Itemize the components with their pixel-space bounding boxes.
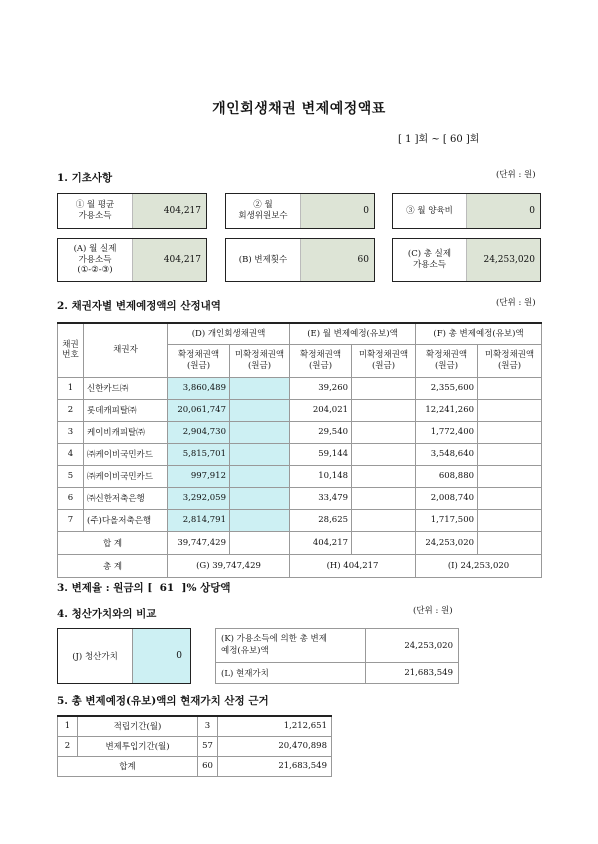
row-e-confirmed: 39,260 [290,377,352,399]
actual-income-box [57,238,207,282]
trustee-fee-label: ② 월 회생위원보수 [238,200,288,221]
col-header-d: (D) 개인회생채권액 [168,323,290,344]
sum-f1: 24,253,020 [416,531,478,554]
child-support-label: ③ 월 양육비 [406,205,453,216]
row-d-unconfirmed [230,377,290,399]
row-e-unconfirmed [352,509,416,531]
table-row [58,377,542,399]
child-support-value: 0 [466,194,540,228]
l-label: (L) 현재가치 [216,663,366,684]
row-f-confirmed: 3,548,640 [416,443,478,465]
avg-income-box [57,193,207,229]
payment-count-value: 60 [300,239,374,281]
sum-label: 합 계 [58,531,168,554]
row-no: 7 [58,509,84,531]
row-e-confirmed: 10,148 [290,465,352,487]
section1-heading: 1. 기초사항 [57,172,113,184]
basis-no: 2 [58,736,78,756]
total-i: (I) 24,253,020 [416,554,542,577]
sum-f2 [478,531,542,554]
col-header-f: (F) 총 변제예정(유보)액 [416,323,542,344]
section2-heading: 2. 채권자별 변제예정액의 산정내역 [57,300,221,312]
total-g: (G) 39,747,429 [168,554,290,577]
row-f-unconfirmed [478,509,542,531]
row-f-unconfirmed [478,377,542,399]
period-text: [ 1 ]회 ~ [ 60 ]회 [398,134,480,145]
row-creditor: 케이비캐피탈㈜ [84,421,168,443]
creditor-table [57,322,542,578]
row-creditor: (주)다올저축은행 [84,509,168,531]
basis-months: 3 [198,716,218,736]
row-f-confirmed: 2,355,600 [416,377,478,399]
table-row [58,487,542,509]
payment-count-box [225,238,375,282]
row-e-unconfirmed [352,487,416,509]
page-title: 개인회생채권 변제예정액표 [212,101,386,117]
row-f-unconfirmed [478,487,542,509]
row-e-unconfirmed [352,421,416,443]
child-support-box [392,193,541,229]
k-value: 24,253,020 [366,629,459,663]
sum-e1: 404,217 [290,531,352,554]
trustee-fee-value: 0 [300,194,374,228]
col-header-e-confirmed: 확정채권액 (원금) [290,344,352,377]
row-no: 2 [58,399,84,421]
row-creditor: 롯데캐피탈㈜ [84,399,168,421]
present-value-table [57,715,332,777]
row-d-confirmed: 997,912 [168,465,230,487]
row-d-confirmed: 2,904,730 [168,421,230,443]
basis-sum-label: 합계 [58,756,198,776]
row-d-unconfirmed [230,399,290,421]
avg-income-label: ① 월 평균 가용소득 [75,200,115,221]
row-e-unconfirmed [352,443,416,465]
k-label: (K) 가용소득에 의한 총 변제 예정(유보)액 [216,629,366,663]
row-d-unconfirmed [230,421,290,443]
row-f-unconfirmed [478,443,542,465]
row-e-unconfirmed [352,399,416,421]
basis-label: 변제투입기간(월) [78,736,198,756]
total-income-box [392,238,541,282]
liquidation-value-box [57,628,191,684]
row-e-unconfirmed [352,465,416,487]
row-no: 3 [58,421,84,443]
avg-income-value: 404,217 [132,194,206,228]
total-label: 총 계 [58,554,168,577]
row-d-confirmed: 2,814,791 [168,509,230,531]
basis-sum-value: 21,683,549 [218,756,332,776]
payment-period [398,130,479,145]
row-no: 4 [58,443,84,465]
table-row [58,509,542,531]
row-e-confirmed: 204,021 [290,399,352,421]
row-e-confirmed: 59,144 [290,443,352,465]
row-d-unconfirmed [230,509,290,531]
section4-heading: 4. 청산가치와의 비교 [57,608,157,620]
table-row [58,399,542,421]
row-d-confirmed: 3,860,489 [168,377,230,399]
col-header-f-confirmed: 확정채권액 (원금) [416,344,478,377]
actual-income-value: 404,217 [132,239,206,281]
basis-months: 57 [198,736,218,756]
row-no: 5 [58,465,84,487]
col-header-d-unconfirmed: 미확정채권액 (원금) [230,344,290,377]
row-f-confirmed: 2,008,740 [416,487,478,509]
total-income-value: 24,253,020 [466,239,540,281]
list-item [58,716,332,736]
actual-income-label: (A) 월 실제 가용소득 (①-②-③) [73,244,117,276]
unit-label-4: (단위 : 원) [413,606,453,616]
col-header-creditor: 채권자 [84,323,168,377]
row-f-unconfirmed [478,421,542,443]
col-header-e: (E) 월 변제예정(유보)액 [290,323,416,344]
sum-row [58,531,542,554]
trustee-fee-box [225,193,375,229]
table-row [58,443,542,465]
row-f-confirmed: 1,717,500 [416,509,478,531]
total-income-label: (C) 총 실제 가용소득 [407,249,452,270]
basis-no: 1 [58,716,78,736]
basis-value: 20,470,898 [218,736,332,756]
row-creditor: ㈜케이비국민카드 [84,443,168,465]
total-h: (H) 404,217 [290,554,416,577]
liquidation-value: 0 [132,629,190,683]
row-f-unconfirmed [478,399,542,421]
table-row [58,465,542,487]
section5-heading: 5. 총 변제예정(유보)액의 현재가치 산정 근거 [57,695,269,707]
row-no: 1 [58,377,84,399]
col-header-no: 채권 번호 [58,323,84,377]
total-row [58,554,542,577]
comparison-table [215,628,459,684]
l-value: 21,683,549 [366,663,459,684]
basis-sum-row [58,756,332,776]
basis-label: 적립기간(월) [78,716,198,736]
sum-d1: 39,747,429 [168,531,230,554]
unit-label-1: (단위 : 원) [496,170,536,180]
sum-d2 [230,531,290,554]
row-f-confirmed: 1,772,400 [416,421,478,443]
unit-label-2: (단위 : 원) [496,298,536,308]
row-creditor: 신한카드㈜ [84,377,168,399]
payment-count-label: (B) 변제횟수 [238,254,288,265]
col-header-f-unconfirmed: 미확정채권액 (원금) [478,344,542,377]
row-d-unconfirmed [230,487,290,509]
row-d-confirmed: 20,061,747 [168,399,230,421]
sum-e2 [352,531,416,554]
basis-sum-months: 60 [198,756,218,776]
col-header-e-unconfirmed: 미확정채권액 (원금) [352,344,416,377]
row-d-confirmed: 5,815,701 [168,443,230,465]
table-row [58,421,542,443]
row-e-unconfirmed [352,377,416,399]
row-no: 6 [58,487,84,509]
row-d-confirmed: 3,292,059 [168,487,230,509]
liquidation-value-label: (J) 청산가치 [72,652,118,662]
section3-heading: 3. 변제율 : 원금의 [ 61 ]% 상당액 [57,582,231,594]
row-e-confirmed: 29,540 [290,421,352,443]
row-creditor: ㈜케이비국민카드 [84,465,168,487]
row-f-confirmed: 608,880 [416,465,478,487]
col-header-d-confirmed: 확정채권액 (원금) [168,344,230,377]
row-e-confirmed: 33,479 [290,487,352,509]
basis-value: 1,212,651 [218,716,332,736]
row-creditor: ㈜신한저축은행 [84,487,168,509]
row-e-confirmed: 28,625 [290,509,352,531]
row-f-confirmed: 12,241,260 [416,399,478,421]
list-item [58,736,332,756]
row-d-unconfirmed [230,465,290,487]
row-d-unconfirmed [230,443,290,465]
row-f-unconfirmed [478,465,542,487]
